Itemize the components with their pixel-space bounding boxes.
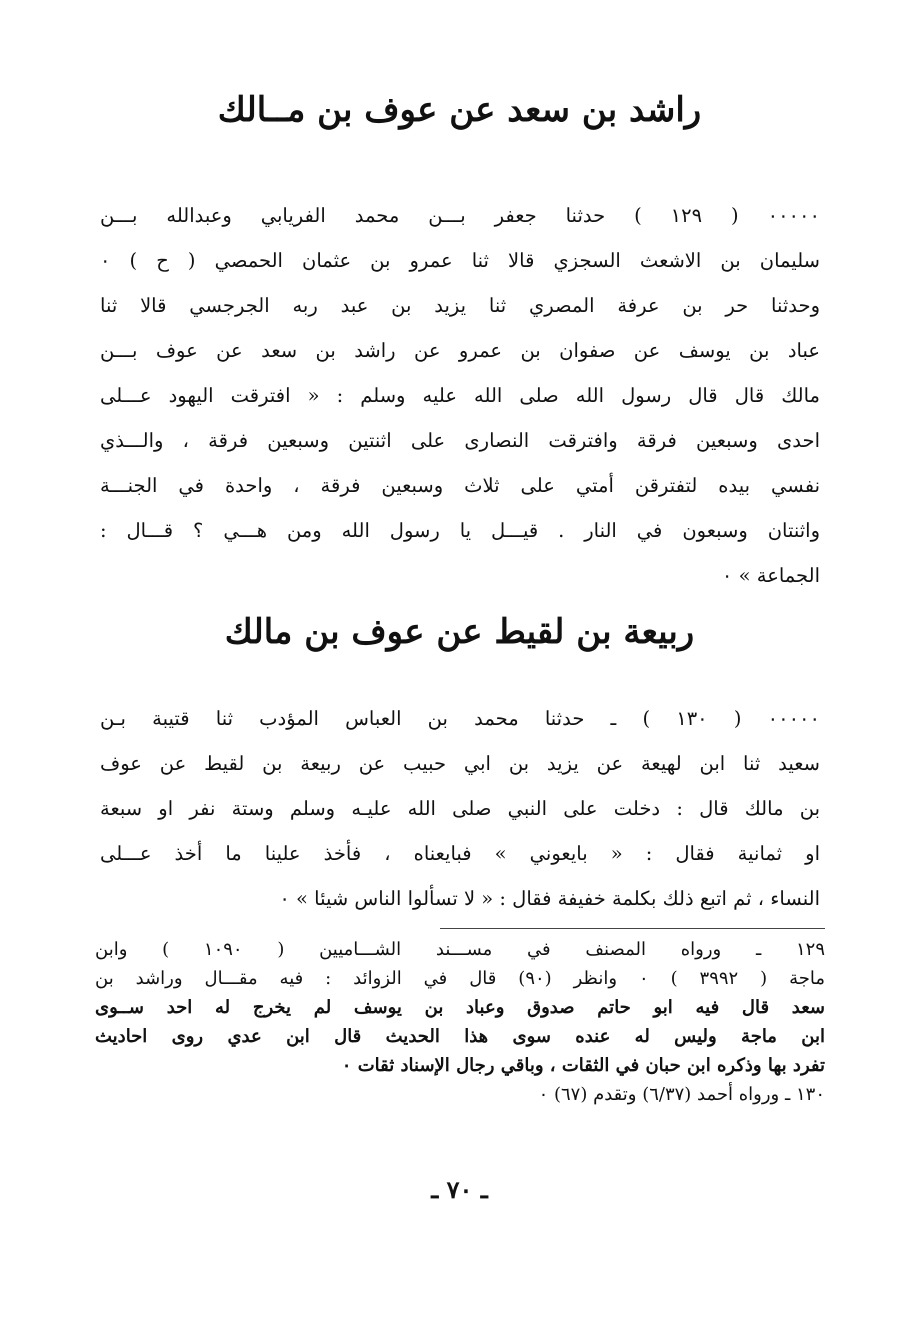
section-heading-rashid: راشد بن سعد عن عوف بن مــالك: [217, 90, 702, 130]
hadith-129-text: [100, 193, 820, 598]
text-line: النساء ، ثم اتبع ذلك بكلمة خفيفة فقال : « لا تسألوا الناس شيئا » ٠: [279, 887, 820, 910]
footnote-line: ١٢٩ ـ ورواه المصنف في مســـند الشـــاميين ( ١٠٩٠ ) وابن: [95, 939, 825, 960]
footnotes: [95, 935, 825, 1109]
text-line: واثنتان وسبعون في النار . قيـــل يا رسول الله ومن هـــي ؟ قـــال :: [100, 519, 820, 542]
text-line: ٠٠٠٠٠ ( ١٢٩ ) حدثنا جعفر بـــن محمد الفريابي وعبدالله بـــن: [100, 204, 820, 227]
text-line: سليمان بن الاشعث السجزي قالا ثنا عمرو بن عثمان الحمصي ( ح ) ٠: [100, 249, 820, 272]
footnote-line: ماجة ( ٣٩٩٢ ) ٠ وانظر (٩٠) قال في الزوائد : فيه مقـــال وراشد بن: [95, 968, 825, 989]
section-heading-rabia: ربيعة بن لقيط عن عوف بن مالك: [224, 612, 695, 652]
hadith-130-text: [100, 696, 820, 921]
text-line: سعيد ثنا ابن لهيعة عن يزيد بن ابي حبيب عن ربيعة بن لقيط عن عوف: [100, 752, 820, 775]
footnote-line: سعد قال فيه ابو حاتم صدوق وعباد بن يوسف لم يخرج له احد ســوى: [95, 997, 825, 1018]
text-line: مالك قال قال رسول الله صلى الله عليه وسلم : « افترقت اليهود عـــلى: [100, 384, 820, 407]
text-line: او ثمانية فقال : « بايعوني » فبايعناه ، فأخذ علينا ما أخذ عـــلى: [100, 842, 820, 865]
footnote-line: ابن ماجة وليس له عنده سوى هذا الحديث قال ابن عدي روى احاديث: [95, 1026, 825, 1047]
text-line: الجماعة » ٠: [721, 564, 820, 587]
footnote-divider: [440, 928, 825, 929]
text-line: نفسي بيده لتفترقن أمتي على ثلاث وسبعين فرقة ، واحدة في الجنـــة: [100, 474, 820, 497]
text-line: عباد بن يوسف عن صفوان بن عمرو عن راشد بن سعد عن عوف بـــن: [100, 339, 820, 362]
page-number: ـ ٧٠ ـ: [431, 1175, 488, 1204]
text-line: ٠٠٠٠٠ ( ١٣٠ ) ـ حدثنا محمد بن العباس المؤدب ثنا قتيبة بـن: [100, 707, 820, 730]
text-line: احدى وسبعين فرقة وافترقت النصارى على اثنتين وسبعين فرقة ، والـــذي: [100, 429, 820, 452]
text-line: وحدثنا حر بن عرفة المصري ثنا يزيد بن عبد ربه الجرجسي قالا ثنا: [100, 294, 820, 317]
footnote-line: تفرد بها وذكره ابن حبان في الثقات ، وباقي رجال الإسناد ثقات ٠: [341, 1055, 825, 1076]
footnote-line: ١٣٠ ـ ورواه أحمد (٦/٣٧) وتقدم (٦٧) ٠: [538, 1084, 825, 1105]
text-line: بن مالك قال : دخلت على النبي صلى الله عليـه وسلم وستة نفر او سبعة: [100, 797, 820, 820]
